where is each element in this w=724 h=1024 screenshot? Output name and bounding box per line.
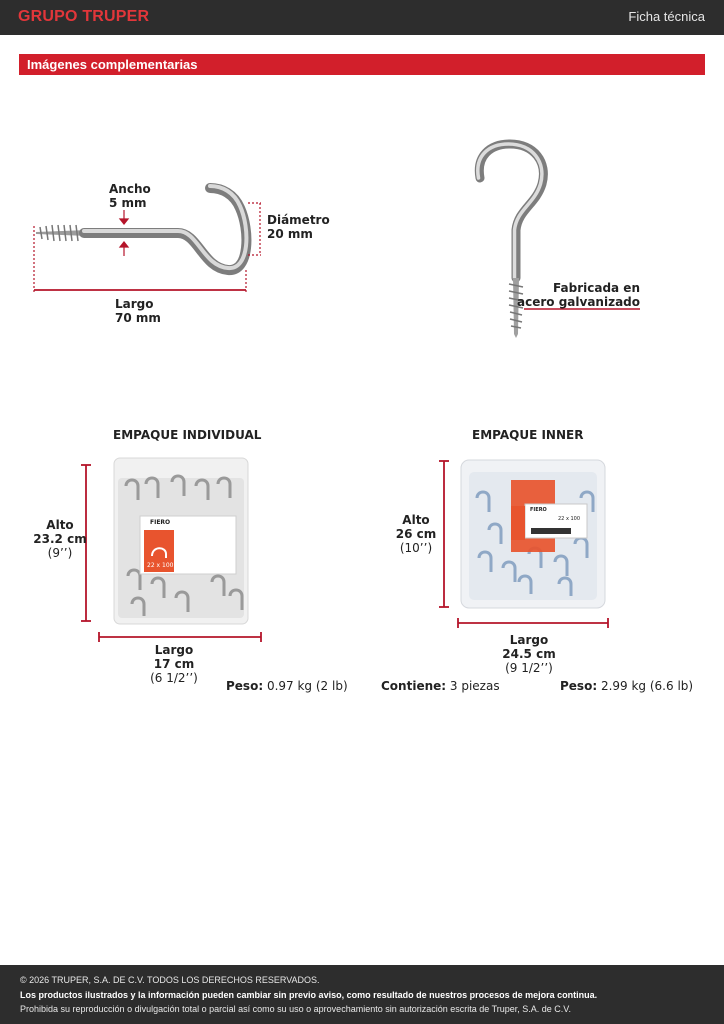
individual-largo-label: Largo (154, 643, 194, 657)
inner-largo-inches: (9 1/2’’) (505, 661, 553, 675)
ancho-value: 5 mm (109, 196, 147, 210)
largo-value: 70 mm (115, 311, 161, 325)
individual-peso (226, 679, 348, 693)
header-bar (0, 0, 724, 35)
hook-dimensions-figure (28, 170, 308, 320)
document-type: Ficha técnica (628, 9, 705, 24)
material-line2: acero galvanizado (517, 295, 640, 309)
section-header (19, 54, 705, 75)
inner-pack-title: EMPAQUE INNER (472, 428, 584, 442)
ancho-label: Ancho (109, 182, 151, 196)
individual-pack-title: EMPAQUE INDIVIDUAL (113, 428, 262, 442)
inner-peso-value: 2.99 kg (6.6 lb) (600, 679, 694, 693)
inner-alto-inches: (10’’) (399, 541, 433, 555)
largo-label: Largo (115, 297, 154, 311)
individual-alto-label: Alto (46, 518, 74, 532)
inner-alto-label: Alto (402, 513, 430, 527)
footer (0, 965, 724, 1024)
individual-pack-image (112, 456, 252, 626)
footer-prohibition: Prohibida su reproducción o divulgación total o parcial así como su uso o aprovechamiento sin autorización escrita de Truper, S.A. de C.V. (20, 1004, 571, 1014)
brand-logo: GRUPO TRUPER (18, 8, 150, 25)
inner-largo-label: Largo (509, 633, 549, 647)
inner-peso (560, 679, 693, 693)
individual-label-brand: FIERO (150, 519, 171, 526)
inner-largo-value: 24.5 cm (502, 647, 556, 661)
individual-largo-line (97, 631, 263, 643)
individual-alto-value: 23.2 cm (33, 532, 87, 546)
footer-copyright: © 2026 TRUPER, S.A. DE C.V. TODOS LOS DERECHOS RESERVADOS. (20, 975, 320, 985)
section-title: Imágenes complementarias (27, 57, 198, 72)
diametro-label: Diámetro (267, 213, 330, 227)
hook-upright-body (479, 144, 543, 278)
individual-largo-value: 17 cm (153, 657, 195, 671)
inner-pack-image (459, 458, 609, 610)
individual-largo-inches: (6 1/2’’) (150, 671, 198, 685)
individual-label-size: 22 x 100 (147, 562, 174, 569)
inner-label-brand: FIERO (530, 507, 547, 513)
footer-notice: Los productos ilustrados y la información pueden cambiar sin previo aviso, como resultado de nuestros procesos de mejora continua. (20, 990, 598, 1000)
inner-contiene (381, 679, 500, 693)
inner-contiene-label: Contiene: (381, 679, 447, 693)
diametro-value: 20 mm (267, 227, 313, 241)
inner-contiene-value: 3 piezas (449, 679, 500, 693)
individual-peso-label: Peso: (226, 679, 264, 693)
inner-alto-value: 26 cm (395, 527, 437, 541)
inner-label-size: 22 x 100 (558, 516, 581, 522)
inner-peso-label: Peso: (560, 679, 598, 693)
material-line1: Fabricada en (553, 281, 640, 295)
inner-largo-line (456, 617, 610, 629)
individual-peso-value: 0.97 kg (2 lb) (266, 679, 348, 693)
individual-alto-inches: (9’’) (47, 546, 73, 560)
